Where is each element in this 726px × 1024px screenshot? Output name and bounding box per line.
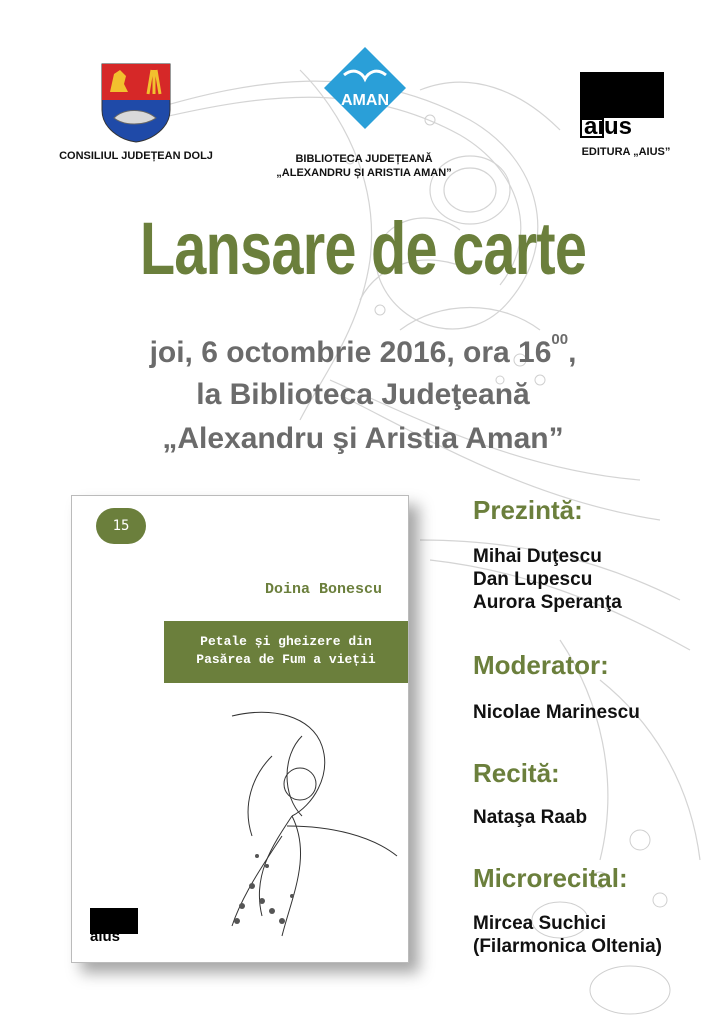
center-logo-caption-line1: BIBLIOTECA JUDEȚEANĂ (295, 153, 433, 165)
aius-logo-block (580, 72, 664, 118)
presenter-name: Dan Lupescu (473, 569, 593, 590)
recitation-name: Nataşa Raab (473, 807, 588, 828)
book-title-line1: Petale și gheizere din (200, 634, 372, 649)
book-cover (71, 495, 409, 963)
book-title-line2: Pasărea de Fum a vieții (196, 652, 376, 667)
microrecital-name: Mircea Suchici (473, 913, 607, 934)
center-logo-caption-line2: „ALEXANDRU ȘI ARISTIA AMAN” (276, 167, 452, 179)
role-label-moderator: Moderator: (473, 650, 609, 680)
event-date-text: joi, 6 octombrie 2016, ora 16 (149, 336, 552, 369)
event-venue-line2: „Alexandru şi Aristia Aman” (162, 422, 564, 455)
microrecital-affiliation: (Filarmonica Oltenia) (473, 936, 662, 957)
aman-logo-text: AMAN (341, 92, 389, 109)
presenter-name: Mihai Duţescu (473, 546, 602, 567)
book-author: Doina Bonescu (264, 581, 382, 598)
presenter-names (473, 545, 622, 614)
dolj-coat-of-arms-logo (100, 62, 172, 144)
book-bird-illustration (192, 696, 402, 946)
book-publisher-logo-text: aius (90, 928, 121, 945)
aman-library-logo (322, 45, 408, 131)
book-title-band (164, 621, 408, 683)
role-label-microrecital: Microrecital: (473, 863, 628, 893)
book-series-number: 15 (96, 508, 146, 544)
event-time-minutes: 00 (551, 331, 569, 348)
aius-logo-text: aius (584, 113, 633, 140)
event-date-comma: , (568, 336, 577, 369)
right-logo-caption: EDITURA „AIUS” (581, 146, 671, 158)
role-label-recitation: Recită: (473, 758, 560, 788)
microrecital-names (473, 912, 662, 958)
book-title (164, 633, 408, 669)
role-label-presenters: Prezintă: (473, 495, 583, 525)
moderator-name: Nicolae Marinescu (473, 702, 640, 723)
event-venue-line1: la Biblioteca Judeţeană (196, 378, 530, 411)
presenter-name: Aurora Speranţa (473, 592, 622, 613)
event-date (0, 331, 726, 369)
left-logo-caption: CONSILIUL JUDEȚEAN DOLJ (59, 150, 213, 162)
event-title: Lansare de carte (139, 207, 587, 290)
